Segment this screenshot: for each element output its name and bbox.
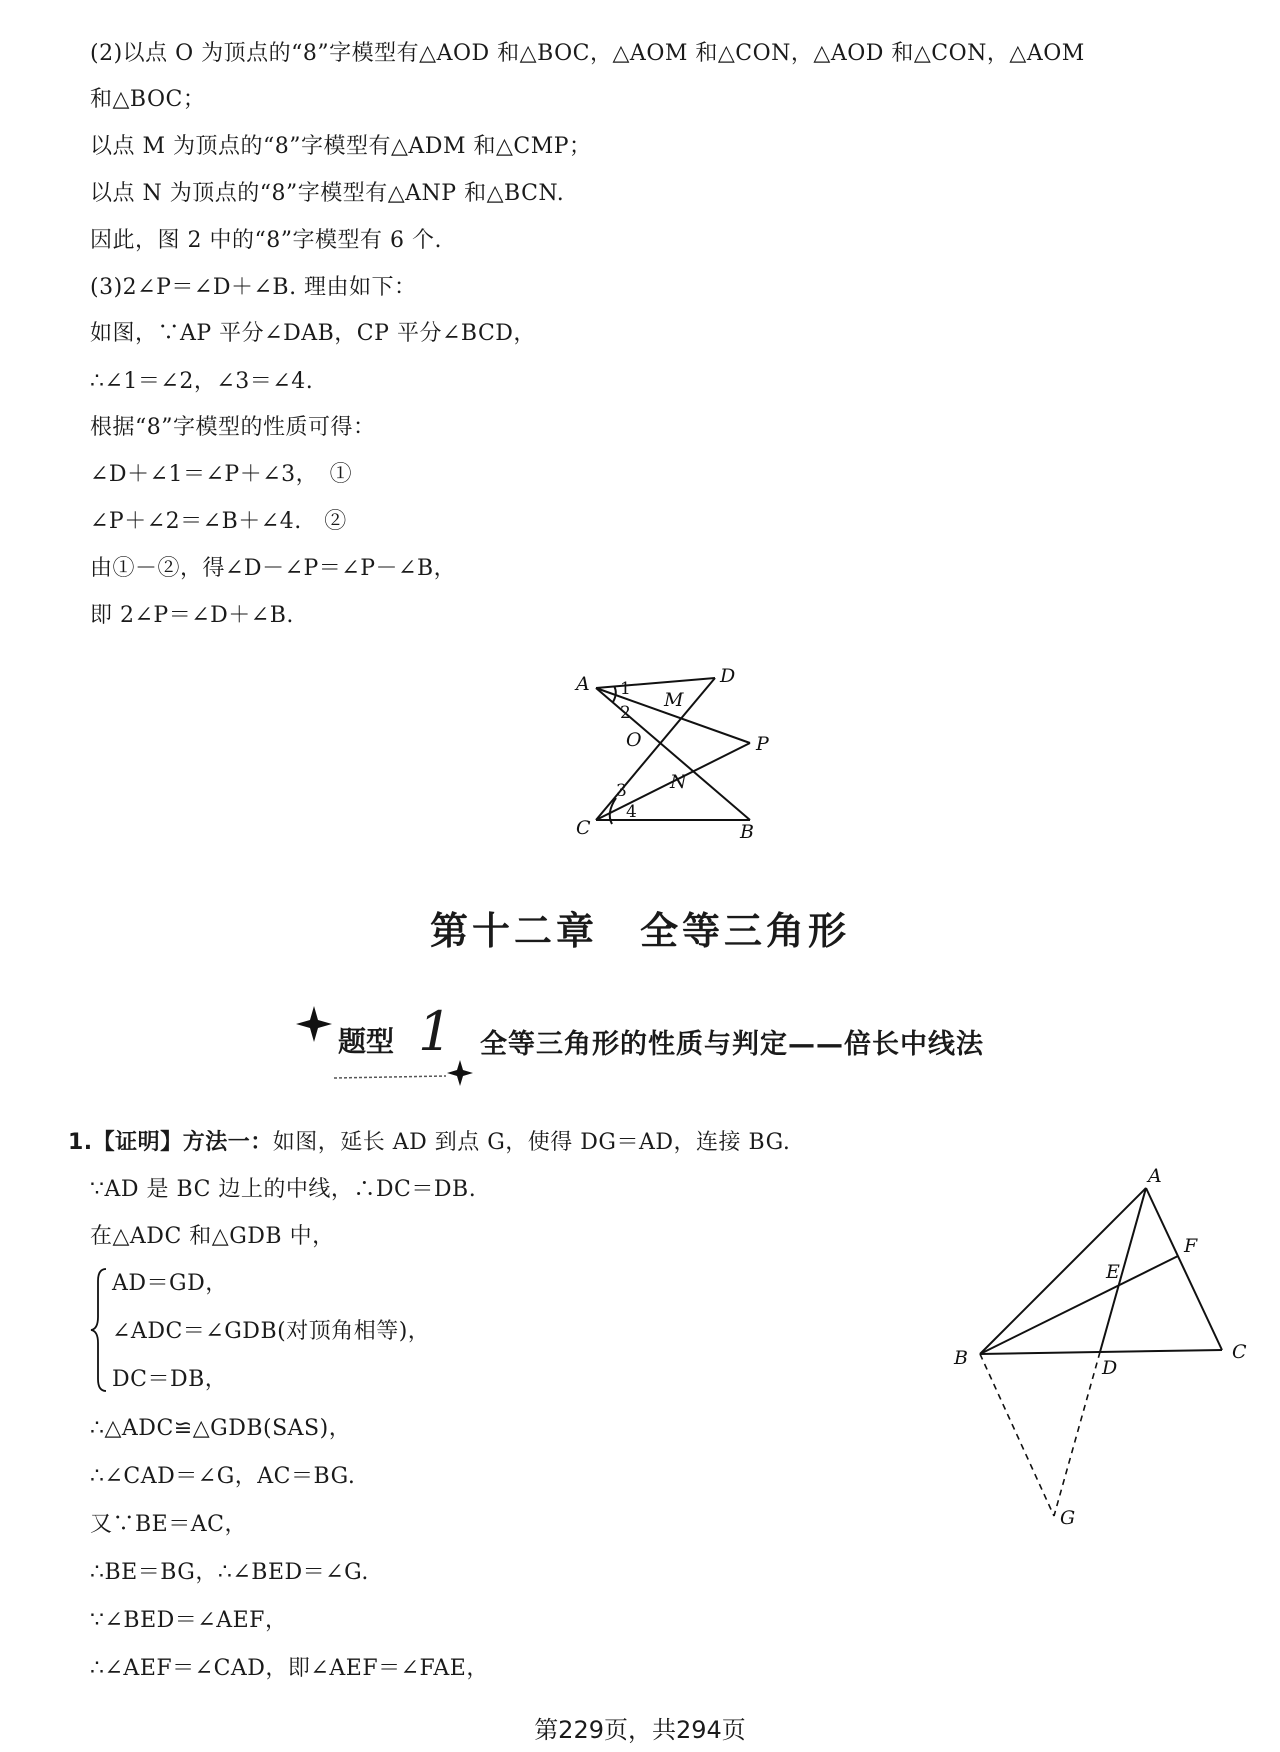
label-e: E bbox=[1106, 1261, 1120, 1283]
figure-median-extension bbox=[950, 1160, 1250, 1540]
label-f: F bbox=[1184, 1235, 1198, 1257]
text-line: ∴∠CAD＝∠G，AC＝BG. bbox=[90, 1464, 356, 1489]
section-number: 1 bbox=[418, 1000, 453, 1063]
brace-line: ∠ADC＝∠GDB(对顶角相等)， bbox=[112, 1319, 431, 1344]
label-a: A bbox=[576, 673, 590, 695]
page-footer: 第229页，共294页 bbox=[534, 1716, 746, 1744]
star-icon bbox=[296, 1006, 332, 1042]
brace-icon bbox=[88, 1265, 110, 1395]
angle-3: 3 bbox=[616, 781, 627, 801]
label-b: B bbox=[954, 1347, 968, 1369]
text-line: 以点 N 为顶点的“8”字模型有△ANP 和△BCN. bbox=[90, 181, 565, 206]
text-line: 在△ADC 和△GDB 中， bbox=[90, 1224, 335, 1249]
question-number: 1. bbox=[68, 1130, 93, 1155]
text-line: ∵AD 是 BC 边上的中线，∴DC＝DB. bbox=[90, 1177, 477, 1202]
label-o: O bbox=[626, 729, 642, 751]
text-line: ∴∠1＝∠2，∠3＝∠4. bbox=[90, 369, 314, 394]
text-line: ∠P＋∠2＝∠B＋∠4. ② bbox=[90, 509, 347, 534]
text-line: 即 2∠P＝∠D＋∠B. bbox=[90, 603, 294, 628]
text-line: 根据“8”字模型的性质可得： bbox=[90, 415, 376, 440]
label-m: M bbox=[664, 689, 684, 711]
label-b: B bbox=[740, 821, 754, 840]
label-d: D bbox=[1102, 1357, 1118, 1379]
text-line: 和△BOC； bbox=[90, 87, 206, 112]
label-a: A bbox=[1148, 1165, 1162, 1187]
label-d: D bbox=[720, 665, 736, 687]
section-title: 全等三角形的性质与判定——倍长中线法 bbox=[480, 1029, 984, 1060]
text-line: ∵∠BED＝∠AEF， bbox=[90, 1608, 288, 1633]
text-line: ∴BE＝BG，∴∠BED＝∠G. bbox=[90, 1560, 369, 1585]
text-line: ∴△ADC≌△GDB(SAS)， bbox=[90, 1416, 352, 1441]
q1-text: 如图，延长 AD 到点 G，使得 DG＝AD，连接 BG. bbox=[272, 1130, 791, 1155]
label-n: N bbox=[670, 771, 687, 793]
angle-2: 2 bbox=[620, 703, 631, 723]
text-line: 由①－②，得∠D－∠P＝∠P－∠B， bbox=[90, 556, 457, 581]
text-line: (2)以点 O 为顶点的“8”字模型有△AOD 和△BOC，△AOM 和△CON，△AOD 和△CON，△AOM bbox=[90, 41, 1085, 66]
text-line: 如图，∵AP 平分∠DAB，CP 平分∠BCD， bbox=[90, 321, 536, 346]
figure-lines bbox=[980, 1188, 1222, 1354]
text-line: ∠D＋∠1＝∠P＋∠3， ① bbox=[90, 462, 353, 487]
brace-line: AD＝GD， bbox=[112, 1271, 228, 1296]
angle-1: 1 bbox=[620, 679, 631, 699]
angle-4: 4 bbox=[626, 802, 637, 822]
text-line: 又∵BE＝AC， bbox=[90, 1512, 247, 1537]
label-c: C bbox=[576, 817, 591, 839]
text-line: 因此，图 2 中的“8”字模型有 6 个. bbox=[90, 228, 442, 253]
figure-eight-model bbox=[560, 660, 780, 840]
label-p: P bbox=[756, 733, 769, 755]
brace-line: DC＝DB， bbox=[112, 1367, 228, 1392]
label-c: C bbox=[1232, 1341, 1247, 1363]
section-label: 题型 bbox=[338, 1025, 395, 1058]
method-label: 方法一： bbox=[182, 1130, 273, 1155]
text-line: 以点 M 为顶点的“8”字模型有△ADM 和△CMP； bbox=[90, 134, 592, 159]
chapter-title: 第十二章 全等三角形 bbox=[429, 909, 850, 953]
q1-first-line bbox=[68, 1127, 790, 1159]
star-icon bbox=[447, 1060, 473, 1086]
proof-tag: 【证明】 bbox=[92, 1130, 183, 1155]
text-line: (3)2∠P＝∠D＋∠B. 理由如下： bbox=[90, 275, 417, 300]
dashed-lines bbox=[980, 1352, 1100, 1516]
text-line: ∴∠AEF＝∠CAD，即∠AEF＝∠FAE， bbox=[90, 1656, 489, 1681]
label-g: G bbox=[1060, 1507, 1076, 1529]
